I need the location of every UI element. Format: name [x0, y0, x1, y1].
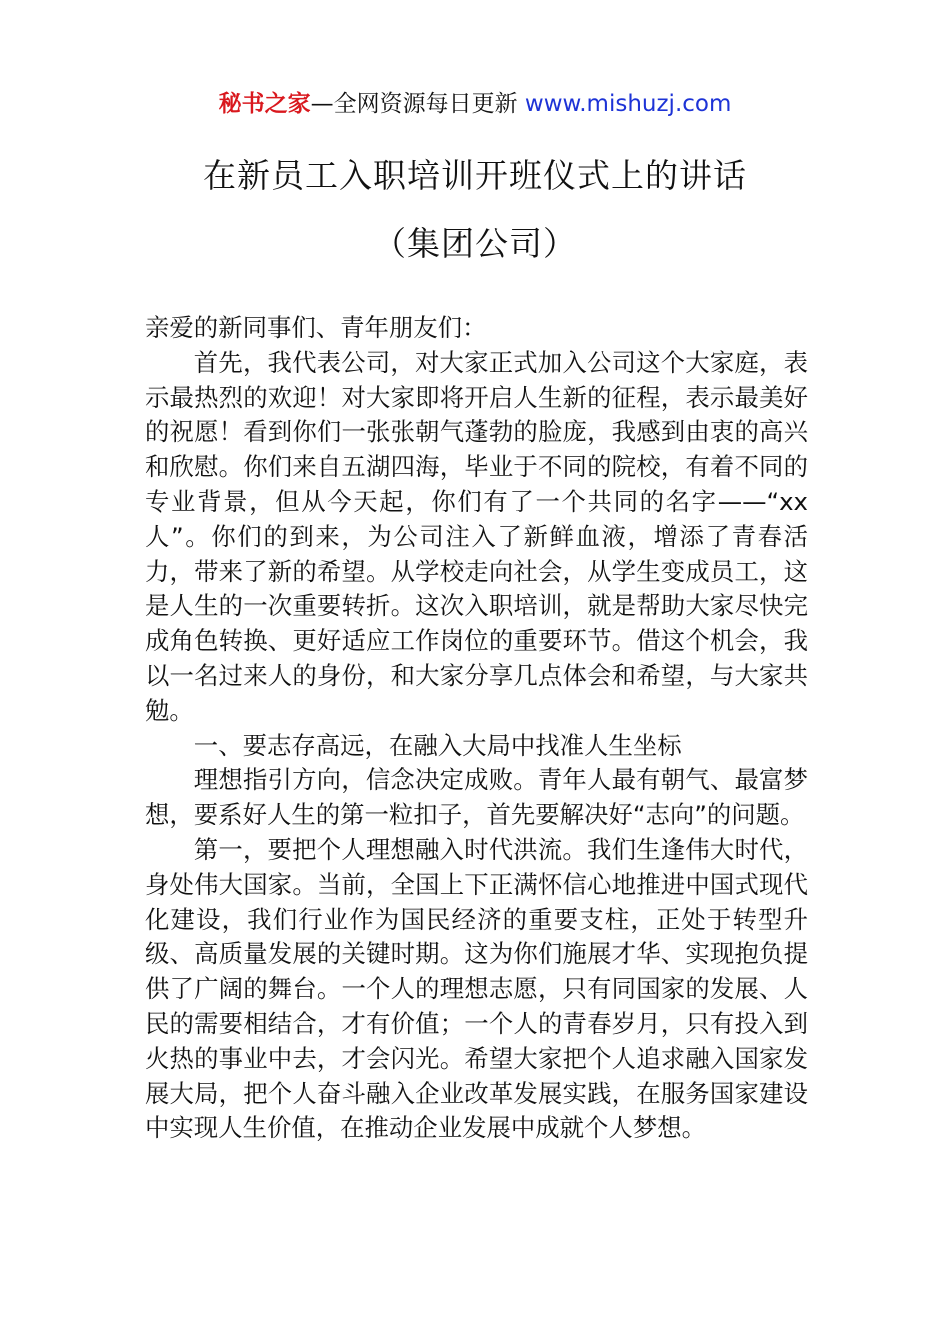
site-header — [0, 88, 950, 120]
header-slogan: —全网资源每日更新 — [310, 91, 525, 117]
section-1-paragraph-2: 第一，要把个人理想融入时代洪流。我们生逢伟大时代，身处伟大国家。当前，全国上下正满怀信心地推进中国式现代化建设，我们行业作为国民经济的重要支柱，正处于转型升级、高质量发展的关键时期。这为你们施展才华、实现抱负提供了广阔的舞台。一个人的理想志愿，只有同国家的发展、人民的需要相结合，才有价值；一个人的青春岁月，只有投入到火热的事业中去，才会闪光。希望大家把个人追求融入国家发展大局，把个人奋斗融入企业改革发展实践，在服务国家建设中实现人生价值，在推动企业发展中成就个人梦想。 — [145, 834, 808, 1143]
section-1-paragraph-1: 理想指引方向，信念决定成败。青年人最有朝气、最富梦想，要系好人生的第一粒扣子，首先要解决好“志向”的问题。 — [145, 765, 808, 830]
site-url-link[interactable]: www.mishuzj.com — [524, 91, 732, 117]
document-body — [145, 311, 808, 1146]
intro-paragraph: 首先，我代表公司，对大家正式加入公司这个大家庭，表示最热烈的欢迎！对大家即将开启人生新的征程，表示最美好的祝愿！看到你们一张张朝气蓬勃的脸庞，我感到由衷的高兴和欣慰。你们来自五湖四海，毕业于不同的院校，有着不同的专业背景，但从今天起，你们有了一个共同的名字——“xx人”。你们的到来，为公司注入了新鲜血液，增添了青春活力，带来了新的希望。从学校走向社会，从学生变成员工，这是人生的一次重要转折。这次入职培训，就是帮助大家尽快完成角色转换、更好适应工作岗位的重要环节。借这个机会，我以一名过来人的身份，和大家分享几点体会和希望，与大家共勉。 — [145, 347, 808, 725]
document-title: 在新员工入职培训开班仪式上的讲话 — [203, 156, 747, 195]
section-heading-1: 一、要志存高远，在融入大局中找准人生坐标 — [193, 730, 682, 760]
salutation-paragraph: 亲爱的新同事们、青年朋友们： — [145, 313, 487, 342]
brand-name: 秘书之家 — [218, 91, 311, 117]
document-subtitle: （集团公司） — [373, 224, 577, 263]
